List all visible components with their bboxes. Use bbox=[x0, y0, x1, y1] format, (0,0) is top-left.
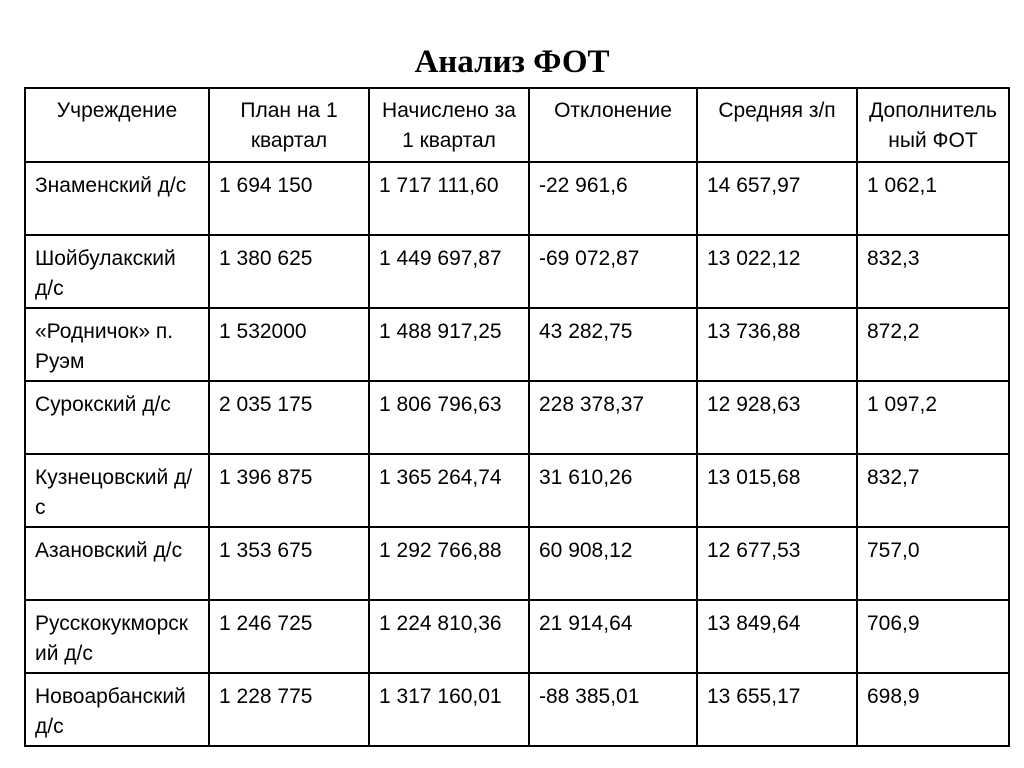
table-row bbox=[25, 600, 1009, 673]
cell-plan: 1 532000 bbox=[209, 308, 369, 381]
cell-accrued: 1 449 697,87 bbox=[369, 235, 529, 308]
cell-average-salary: 12 677,53 bbox=[697, 527, 857, 600]
cell-plan: 1 246 725 bbox=[209, 600, 369, 673]
cell-plan: 2 035 175 bbox=[209, 381, 369, 454]
cell-additional-fot: 872,2 bbox=[857, 308, 1009, 381]
cell-institution: Новоарбанский д/с bbox=[25, 673, 209, 746]
cell-institution: Знаменский д/с bbox=[25, 162, 209, 235]
cell-plan: 1 228 775 bbox=[209, 673, 369, 746]
cell-average-salary: 13 849,64 bbox=[697, 600, 857, 673]
cell-institution: Азановский д/с bbox=[25, 527, 209, 600]
column-header-additional-fot: Дополнительный ФОТ bbox=[857, 88, 1009, 162]
cell-deviation: -69 072,87 bbox=[529, 235, 697, 308]
cell-accrued: 1 488 917,25 bbox=[369, 308, 529, 381]
table-header-row bbox=[25, 88, 1009, 162]
cell-deviation: 21 914,64 bbox=[529, 600, 697, 673]
column-header-deviation: Отклонение bbox=[529, 88, 697, 162]
fot-analysis-table bbox=[24, 87, 1010, 747]
cell-deviation: -22 961,6 bbox=[529, 162, 697, 235]
cell-average-salary: 13 736,88 bbox=[697, 308, 857, 381]
cell-institution: «Родничок» п. Руэм bbox=[25, 308, 209, 381]
cell-plan: 1 380 625 bbox=[209, 235, 369, 308]
cell-plan: 1 694 150 bbox=[209, 162, 369, 235]
table-row bbox=[25, 527, 1009, 600]
cell-plan: 1 396 875 bbox=[209, 454, 369, 527]
cell-accrued: 1 717 111,60 bbox=[369, 162, 529, 235]
cell-institution: Сурокский д/с bbox=[25, 381, 209, 454]
cell-average-salary: 13 022,12 bbox=[697, 235, 857, 308]
cell-institution: Кузнецовский д/с bbox=[25, 454, 209, 527]
cell-average-salary: 13 015,68 bbox=[697, 454, 857, 527]
cell-deviation: 60 908,12 bbox=[529, 527, 697, 600]
cell-average-salary: 13 655,17 bbox=[697, 673, 857, 746]
cell-deviation: 43 282,75 bbox=[529, 308, 697, 381]
column-header-accrued: Начислено за 1 квартал bbox=[369, 88, 529, 162]
cell-institution: Русскокукморский д/с bbox=[25, 600, 209, 673]
cell-deviation: 31 610,26 bbox=[529, 454, 697, 527]
cell-average-salary: 12 928,63 bbox=[697, 381, 857, 454]
cell-accrued: 1 317 160,01 bbox=[369, 673, 529, 746]
cell-accrued: 1 292 766,88 bbox=[369, 527, 529, 600]
cell-institution: Шойбулакский д/с bbox=[25, 235, 209, 308]
table-row bbox=[25, 235, 1009, 308]
cell-additional-fot: 698,9 bbox=[857, 673, 1009, 746]
cell-additional-fot: 832,7 bbox=[857, 454, 1009, 527]
cell-deviation: -88 385,01 bbox=[529, 673, 697, 746]
cell-average-salary: 14 657,97 bbox=[697, 162, 857, 235]
table-row bbox=[25, 162, 1009, 235]
table-row bbox=[25, 673, 1009, 746]
page-title: Анализ ФОТ bbox=[414, 44, 610, 80]
cell-accrued: 1 365 264,74 bbox=[369, 454, 529, 527]
cell-accrued: 1 806 796,63 bbox=[369, 381, 529, 454]
column-header-average-salary: Средняя з/п bbox=[697, 88, 857, 162]
cell-additional-fot: 1 062,1 bbox=[857, 162, 1009, 235]
cell-additional-fot: 1 097,2 bbox=[857, 381, 1009, 454]
cell-deviation: 228 378,37 bbox=[529, 381, 697, 454]
cell-plan: 1 353 675 bbox=[209, 527, 369, 600]
table-row bbox=[25, 454, 1009, 527]
cell-additional-fot: 706,9 bbox=[857, 600, 1009, 673]
table-row bbox=[25, 308, 1009, 381]
cell-additional-fot: 757,0 bbox=[857, 527, 1009, 600]
cell-accrued: 1 224 810,36 bbox=[369, 600, 529, 673]
column-header-institution: Учреждение bbox=[25, 88, 209, 162]
cell-additional-fot: 832,3 bbox=[857, 235, 1009, 308]
table-row bbox=[25, 381, 1009, 454]
table-body bbox=[25, 162, 1009, 746]
column-header-plan: План на 1 квартал bbox=[209, 88, 369, 162]
